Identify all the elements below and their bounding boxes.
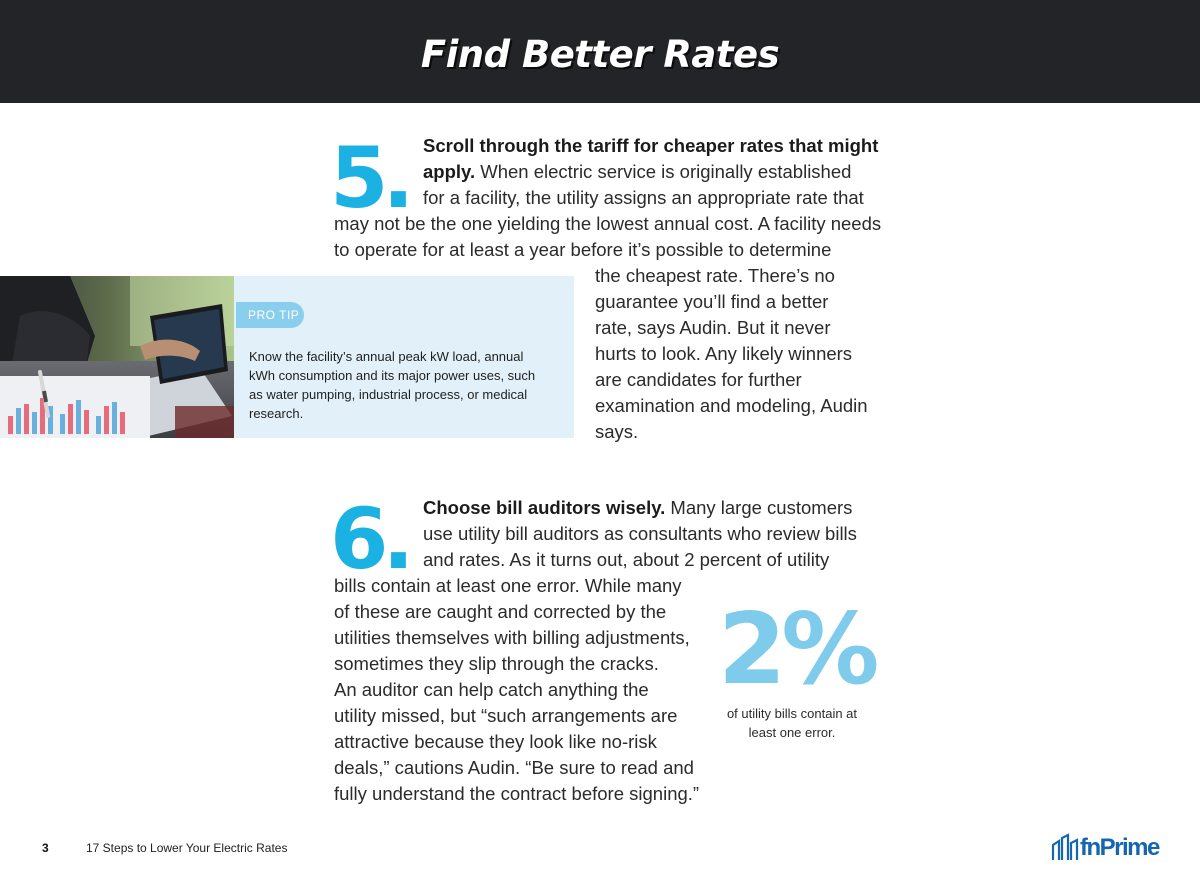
step-5-heading: Scroll through the tariff for cheaper rates that might [423, 135, 879, 156]
stat-value: 2% [718, 593, 875, 707]
step-5-heading-tail: apply. [423, 161, 476, 182]
step-6-line: use utility bill auditors as consultants who review bills [423, 523, 857, 544]
logo-text[interactable]: fnPrime [1080, 834, 1159, 861]
footer-title: 17 Steps to Lower Your Electric Rates [86, 841, 288, 855]
pro-tip-line: Know the facility’s annual peak kW load, annual [249, 349, 524, 364]
step-6-line [423, 495, 852, 521]
step-6-line: sometimes they slip through the cracks. [334, 653, 659, 674]
step-5-line: hurts to look. Any likely winners [595, 343, 853, 364]
step-6-line: of these are caught and corrected by the [334, 601, 667, 622]
step-5-number: 5. [330, 129, 409, 227]
step-6-line: An auditor can help catch anything the [334, 679, 649, 700]
pro-tip-line: as water pumping, industrial process, or medical [249, 387, 528, 402]
step-6-line: and rates. As it turns out, about 2 percent of utility [423, 549, 830, 570]
step-6-line: attractive because they look like no-risk [334, 731, 657, 752]
pro-tip-badge: PRO TIP [236, 302, 304, 328]
page-header [0, 0, 1200, 103]
step-5-line: rate, says Audin. But it never [595, 317, 831, 338]
step-5-line: says. [595, 421, 639, 442]
step-5-text: When electric service is originally established [480, 161, 852, 182]
step-6-number: 6. [330, 490, 409, 588]
stat-caption [712, 704, 872, 742]
step-6-line: bills contain at least one error. While many [334, 575, 682, 596]
step-5-line: examination and modeling, Audin [595, 395, 868, 416]
step-5-line: to operate for at least a year before it’s possible to determine [334, 239, 832, 260]
page-number: 3 [42, 841, 49, 855]
step-5-line: are candidates for further [595, 369, 802, 390]
stat-caption-line: of utility bills contain at [726, 706, 858, 721]
stat-caption-line: least one error. [748, 725, 836, 740]
step-5-line: for a facility, the utility assigns an appropriate rate that [423, 187, 864, 208]
pro-tip-line: kWh consumption and its major power uses, such [249, 368, 536, 383]
step-5-line [423, 159, 851, 185]
step-5-line: may not be the one yielding the lowest annual cost. A facility needs [334, 213, 882, 234]
page-title: Find Better Rates [420, 33, 780, 76]
step-6-line: utilities themselves with billing adjustments, [334, 627, 690, 648]
photo-illustration [0, 276, 234, 438]
step-6-heading: Choose bill auditors wisely. [423, 497, 666, 518]
step-6-text: Many large customers [670, 497, 853, 518]
laptop-desk-photo [0, 276, 234, 438]
step-6-line: deals,” cautions Audin. “Be sure to read and [334, 757, 694, 778]
step-5-line: the cheapest rate. There’s no [595, 265, 835, 286]
step-6-line: fully understand the contract before signing.” [334, 783, 700, 804]
step-6-line: utility missed, but “such arrangements are [334, 705, 678, 726]
pro-tip-line: research. [249, 406, 304, 421]
step-5-line: guarantee you’ll find a better [595, 291, 829, 312]
